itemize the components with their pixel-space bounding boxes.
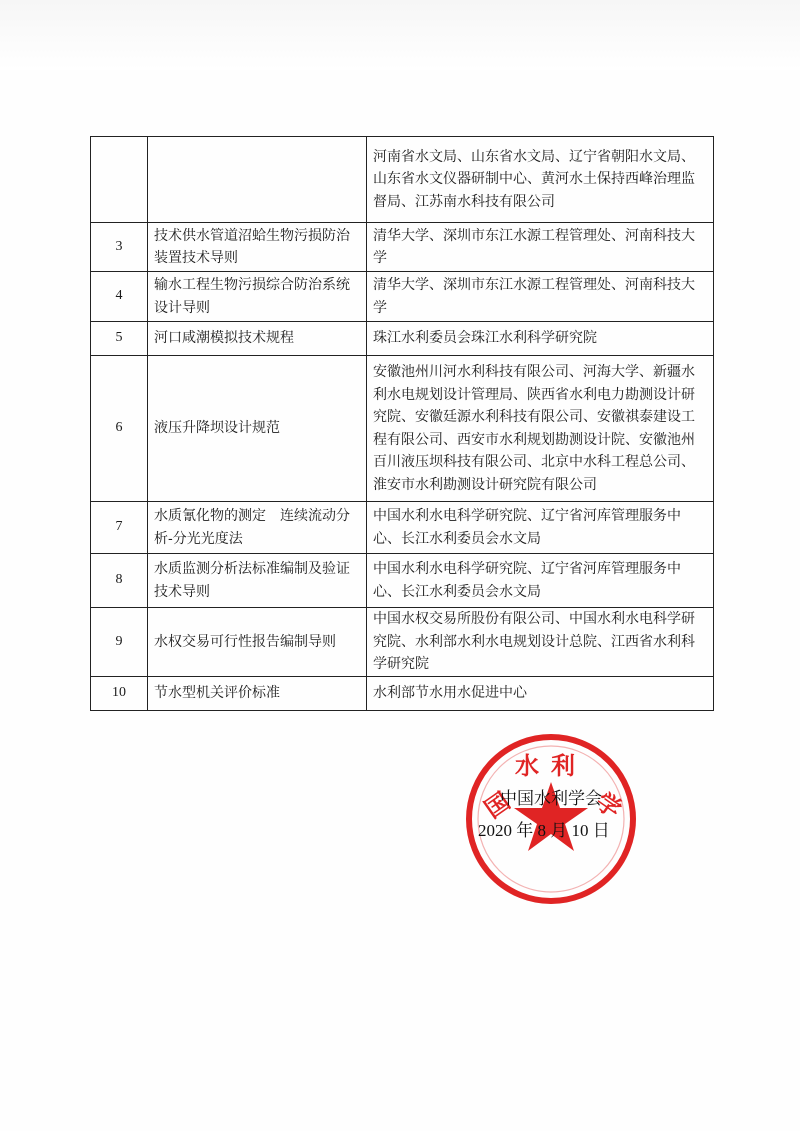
row-number: 5 bbox=[91, 322, 148, 356]
drafting-units: 中国水利水电科学研究院、辽宁省河库管理服务中心、长江水利委员会水文局 bbox=[367, 554, 714, 608]
table-row bbox=[91, 272, 714, 322]
seal-text-right: 学 bbox=[590, 787, 627, 824]
scan-shading bbox=[0, 0, 800, 70]
table-row bbox=[91, 502, 714, 554]
standard-name: 水质氰化物的测定 连续流动分析-分光光度法 bbox=[148, 502, 367, 554]
table-row bbox=[91, 137, 714, 223]
standard-name: 节水型机关评价标准 bbox=[148, 676, 367, 710]
drafting-units: 清华大学、深圳市东江水源工程管理处、河南科技大学 bbox=[367, 223, 714, 272]
row-number: 7 bbox=[91, 502, 148, 554]
signature-organization: 中国水利学会 bbox=[500, 789, 602, 808]
standard-name: 液压升降坝设计规范 bbox=[148, 356, 367, 502]
row-number: 8 bbox=[91, 554, 148, 608]
table-row bbox=[91, 608, 714, 677]
drafting-units: 清华大学、深圳市东江水源工程管理处、河南科技大学 bbox=[367, 272, 714, 322]
signature-date: 2020 年 8 月 10 日 bbox=[478, 821, 610, 840]
standard-name: 水权交易可行性报告编制导则 bbox=[148, 608, 367, 677]
row-number: 10 bbox=[91, 676, 148, 710]
standard-name: 水质监测分析法标准编制及验证技术导则 bbox=[148, 554, 367, 608]
table-row bbox=[91, 554, 714, 608]
drafting-units: 安徽池州川河水利科技有限公司、河海大学、新疆水利水电规划设计管理局、陕西省水利电力勘测设计研究院、安徽廷源水利科技有限公司、安徽祺泰建设工程有限公司、西安市水利规划勘测设计院、安徽池州百川液压坝科技有限公司、北京中水科工程总公司、淮安市水利勘测设计研究院有限公司 bbox=[367, 356, 714, 502]
standard-name: 河口咸潮模拟技术规程 bbox=[148, 322, 367, 356]
table-row bbox=[91, 322, 714, 356]
row-number bbox=[91, 137, 148, 223]
table-row bbox=[91, 676, 714, 710]
standard-name bbox=[148, 137, 367, 223]
table-row bbox=[91, 356, 714, 502]
drafting-units: 水利部节水用水促进中心 bbox=[367, 676, 714, 710]
row-number: 9 bbox=[91, 608, 148, 677]
standard-name: 技术供水管道沼蛤生物污损防治装置技术导则 bbox=[148, 223, 367, 272]
standards-table bbox=[90, 136, 714, 711]
row-number: 6 bbox=[91, 356, 148, 502]
drafting-units: 河南省水文局、山东省水文局、辽宁省朝阳水文局、山东省水文仪器研制中心、黄河水土保持西峰治理监督局、江苏南水科技有限公司 bbox=[367, 137, 714, 223]
standard-name: 输水工程生物污损综合防治系统设计导则 bbox=[148, 272, 367, 322]
row-number: 3 bbox=[91, 223, 148, 272]
seal-text-left: 国 bbox=[479, 787, 516, 824]
seal-text-top: 水利 bbox=[515, 752, 587, 780]
table-row bbox=[91, 223, 714, 272]
row-number: 4 bbox=[91, 272, 148, 322]
drafting-units: 珠江水利委员会珠江水利科学研究院 bbox=[367, 322, 714, 356]
drafting-units: 中国水权交易所股份有限公司、中国水利水电科学研究院、水利部水利水电规划设计总院、江西省水利科学研究院 bbox=[367, 608, 714, 677]
drafting-units: 中国水利水电科学研究院、辽宁省河库管理服务中心、长江水利委员会水文局 bbox=[367, 502, 714, 554]
